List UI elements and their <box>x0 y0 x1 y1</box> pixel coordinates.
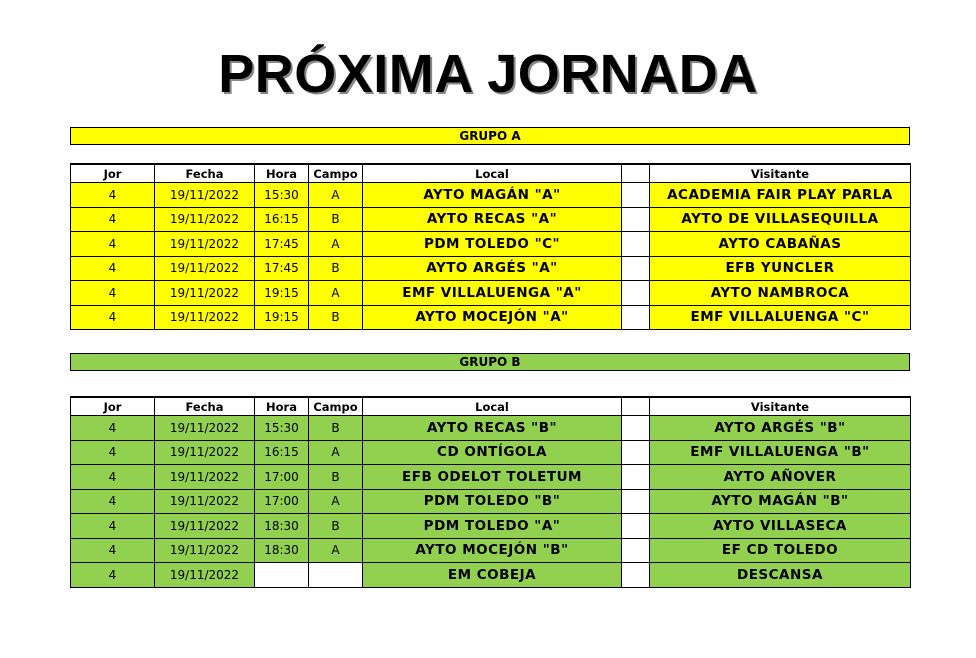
hora-cell: 16:15 <box>255 440 309 465</box>
hora-cell: 17:45 <box>255 256 309 281</box>
header-fecha: Fecha <box>155 164 255 183</box>
hora-cell <box>255 563 309 588</box>
fecha-cell: 19/11/2022 <box>155 416 255 441</box>
hora-cell: 18:30 <box>255 538 309 563</box>
visitante-team-cell: AYTO MAGÁN "B" <box>650 489 911 514</box>
visitante-team-cell: EMF VILLALUENGA "C" <box>650 305 911 330</box>
fecha-cell: 19/11/2022 <box>155 514 255 539</box>
fecha-cell: 19/11/2022 <box>155 465 255 490</box>
visitante-team-cell: EMF VILLALUENGA "B" <box>650 440 911 465</box>
match-row <box>71 183 911 208</box>
jor-cell: 4 <box>71 440 155 465</box>
local-team-cell: AYTO RECAS "A" <box>363 207 622 232</box>
campo-cell: A <box>309 489 363 514</box>
header-hora: Hora <box>255 397 309 416</box>
match-row <box>71 416 911 441</box>
hora-cell: 16:15 <box>255 207 309 232</box>
group-a-header: GRUPO A <box>70 127 910 145</box>
fecha-cell: 19/11/2022 <box>155 183 255 208</box>
fecha-cell: 19/11/2022 <box>155 305 255 330</box>
fecha-cell: 19/11/2022 <box>155 489 255 514</box>
hora-cell: 19:15 <box>255 305 309 330</box>
campo-cell: B <box>309 465 363 490</box>
campo-cell: A <box>309 232 363 257</box>
jor-cell: 4 <box>71 281 155 306</box>
visitante-team-cell: AYTO ARGÉS "B" <box>650 416 911 441</box>
header-local: Local <box>363 397 622 416</box>
jor-cell: 4 <box>71 256 155 281</box>
header-hora: Hora <box>255 164 309 183</box>
hora-cell: 19:15 <box>255 281 309 306</box>
table-header-row <box>71 397 911 416</box>
jor-cell: 4 <box>71 416 155 441</box>
fecha-cell: 19/11/2022 <box>155 256 255 281</box>
spacer-cell <box>622 256 650 281</box>
campo-cell: B <box>309 416 363 441</box>
local-team-cell: CD ONTÍGOLA <box>363 440 622 465</box>
campo-cell: B <box>309 305 363 330</box>
jor-cell: 4 <box>71 183 155 208</box>
local-team-cell: AYTO MOCEJÓN "A" <box>363 305 622 330</box>
header-campo: Campo <box>309 164 363 183</box>
local-team-cell: AYTO MAGÁN "A" <box>363 183 622 208</box>
spacer-cell <box>622 281 650 306</box>
fecha-cell: 19/11/2022 <box>155 563 255 588</box>
group-b-header: GRUPO B <box>70 353 910 371</box>
fecha-cell: 19/11/2022 <box>155 538 255 563</box>
group-b-table <box>70 396 911 588</box>
header-visitante: Visitante <box>650 397 911 416</box>
campo-cell: B <box>309 256 363 281</box>
match-row <box>71 465 911 490</box>
match-row <box>71 207 911 232</box>
header-spacer <box>622 164 650 183</box>
local-team-cell: EMF VILLALUENGA "A" <box>363 281 622 306</box>
fecha-cell: 19/11/2022 <box>155 440 255 465</box>
match-row <box>71 538 911 563</box>
spacer-cell <box>622 489 650 514</box>
match-row <box>71 281 911 306</box>
local-team-cell: AYTO MOCEJÓN "B" <box>363 538 622 563</box>
spacer-cell <box>622 563 650 588</box>
jor-cell: 4 <box>71 489 155 514</box>
local-team-cell: AYTO RECAS "B" <box>363 416 622 441</box>
hora-cell: 17:45 <box>255 232 309 257</box>
visitante-team-cell: AYTO DE VILLASEQUILLA <box>650 207 911 232</box>
jor-cell: 4 <box>71 465 155 490</box>
local-team-cell: PDM TOLEDO "C" <box>363 232 622 257</box>
match-row <box>71 563 911 588</box>
spacer-cell <box>622 232 650 257</box>
campo-cell: B <box>309 514 363 539</box>
match-row <box>71 489 911 514</box>
local-team-cell: EM COBEJA <box>363 563 622 588</box>
hora-cell: 15:30 <box>255 183 309 208</box>
visitante-team-cell: EF CD TOLEDO <box>650 538 911 563</box>
campo-cell: A <box>309 440 363 465</box>
spacer-cell <box>622 183 650 208</box>
campo-cell: A <box>309 538 363 563</box>
hora-cell: 18:30 <box>255 514 309 539</box>
campo-cell: A <box>309 281 363 306</box>
header-fecha: Fecha <box>155 397 255 416</box>
jor-cell: 4 <box>71 232 155 257</box>
local-team-cell: PDM TOLEDO "A" <box>363 514 622 539</box>
fecha-cell: 19/11/2022 <box>155 232 255 257</box>
local-team-cell: AYTO ARGÉS "A" <box>363 256 622 281</box>
spacer-cell <box>622 440 650 465</box>
visitante-team-cell: ACADEMIA FAIR PLAY PARLA <box>650 183 911 208</box>
hora-cell: 17:00 <box>255 489 309 514</box>
hora-cell: 17:00 <box>255 465 309 490</box>
visitante-team-cell: AYTO CABAÑAS <box>650 232 911 257</box>
jor-cell: 4 <box>71 538 155 563</box>
campo-cell: B <box>309 207 363 232</box>
fecha-cell: 19/11/2022 <box>155 281 255 306</box>
local-team-cell: PDM TOLEDO "B" <box>363 489 622 514</box>
group-a-table <box>70 163 911 330</box>
jor-cell: 4 <box>71 207 155 232</box>
match-row <box>71 232 911 257</box>
match-row <box>71 514 911 539</box>
jor-cell: 4 <box>71 305 155 330</box>
header-campo: Campo <box>309 397 363 416</box>
header-local: Local <box>363 164 622 183</box>
visitante-team-cell: AYTO AÑOVER <box>650 465 911 490</box>
fecha-cell: 19/11/2022 <box>155 207 255 232</box>
header-visitante: Visitante <box>650 164 911 183</box>
table-header-row <box>71 164 911 183</box>
header-spacer <box>622 397 650 416</box>
visitante-team-cell: DESCANSA <box>650 563 911 588</box>
jor-cell: 4 <box>71 563 155 588</box>
match-row <box>71 256 911 281</box>
jor-cell: 4 <box>71 514 155 539</box>
local-team-cell: EFB ODELOT TOLETUM <box>363 465 622 490</box>
hora-cell: 15:30 <box>255 416 309 441</box>
header-jor: Jor <box>71 164 155 183</box>
match-row <box>71 305 911 330</box>
spacer-cell <box>622 305 650 330</box>
spacer-cell <box>622 514 650 539</box>
visitante-team-cell: AYTO VILLASECA <box>650 514 911 539</box>
campo-cell: A <box>309 183 363 208</box>
visitante-team-cell: EFB YUNCLER <box>650 256 911 281</box>
header-jor: Jor <box>71 397 155 416</box>
page-title: PRÓXIMA JORNADA <box>218 44 758 104</box>
campo-cell <box>309 563 363 588</box>
spacer-cell <box>622 538 650 563</box>
spacer-cell <box>622 416 650 441</box>
visitante-team-cell: AYTO NAMBROCA <box>650 281 911 306</box>
match-row <box>71 440 911 465</box>
spacer-cell <box>622 465 650 490</box>
spacer-cell <box>622 207 650 232</box>
